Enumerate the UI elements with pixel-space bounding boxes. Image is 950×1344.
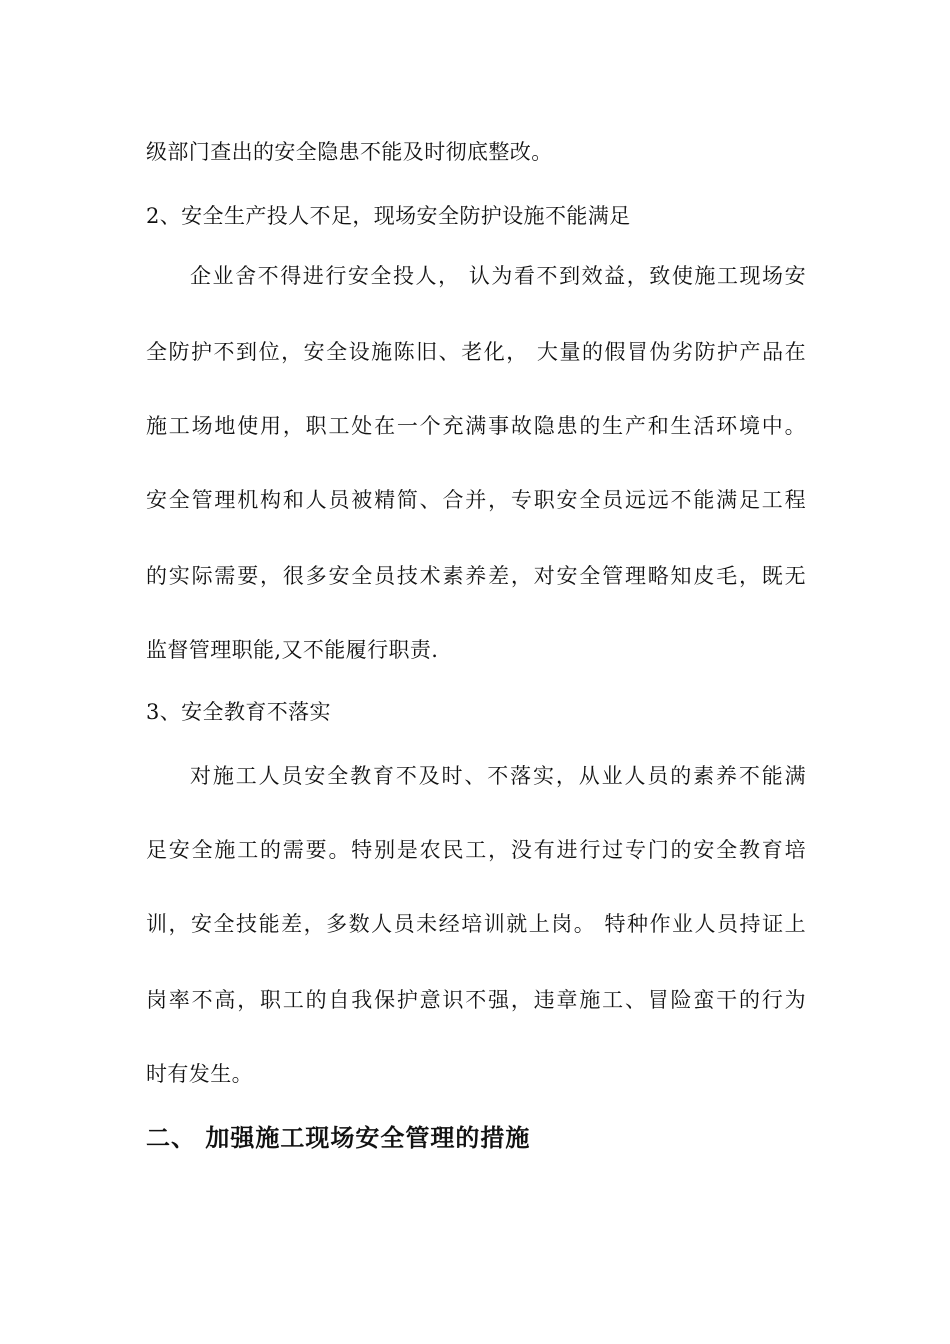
- text-line: 级部门查出的安全隐患不能及时彻底整改。: [146, 140, 553, 164]
- text-line: 企业舍不得进行安全投人， 认为看不到效益，致使施工现场安: [190, 264, 806, 288]
- text-line: 的实际需要，很多安全员技术素养差，对安全管理略知皮毛，既无: [146, 564, 806, 588]
- text-line: 对施工人员安全教育不及时、不落实，从业人员的素养不能满: [190, 764, 806, 788]
- text-line: 岗率不高，职工的自我保护意识不强，违章施工、冒险蛮干的行为: [146, 988, 806, 1012]
- subsection-title: 2、安全生产投人不足，现场安全防护设施不能满足: [146, 204, 631, 228]
- text-line: 监督管理职能,又不能履行职责.: [146, 638, 439, 662]
- text-line: 足安全施工的需要。特别是农民工，没有进行过专门的安全教育培: [146, 838, 806, 862]
- text-line: 训，安全技能差，多数人员未经培训就上岗。 特种作业人员持证上: [146, 912, 806, 936]
- text-line: 施工场地使用，职工处在一个充满事故隐患的生产和生活环境中。: [146, 414, 806, 438]
- text-line: 全防护不到位，安全设施陈旧、老化， 大量的假冒伪劣防护产品在: [146, 340, 806, 364]
- text-line: 时有发生。: [146, 1062, 253, 1086]
- subsection-title: 3、安全教育不落实: [146, 700, 331, 724]
- section-heading: 二、 加强施工现场安全管理的措施: [146, 1124, 531, 1152]
- text-line: 安全管理机构和人员被精简、合并，专职安全员远远不能满足工程: [146, 488, 806, 512]
